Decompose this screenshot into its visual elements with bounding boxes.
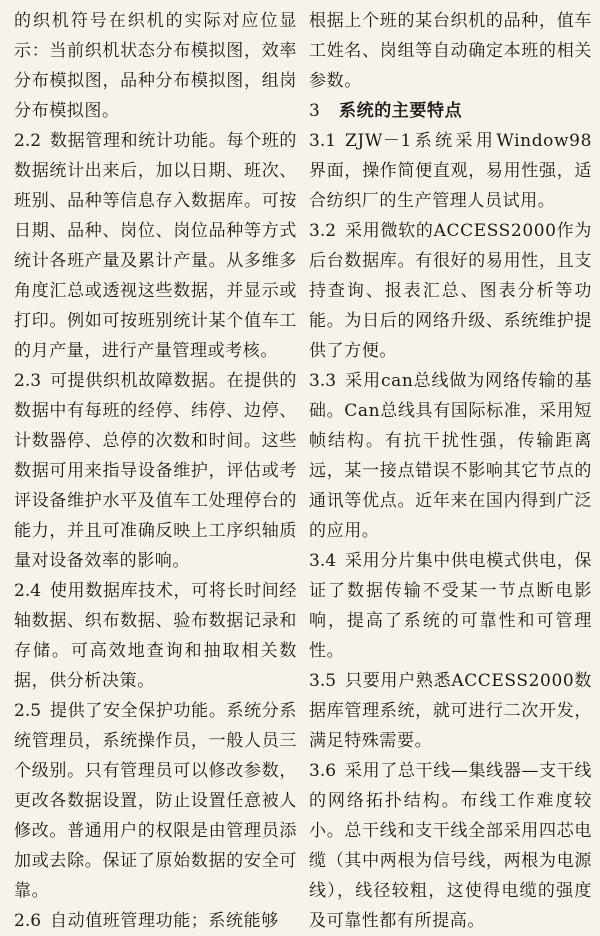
section-2-2 [14,126,297,366]
section-3-heading [309,96,592,126]
paragraph-text: 自动值班管理功能；系统能够 [50,911,279,931]
section-2-5 [14,696,297,906]
paragraph-text: 只要用户熟悉ACCESS2000数据库管理系统，就可进行二次开发，满足特殊需要。 [309,671,592,751]
section-number: 2.4 [14,581,42,601]
paragraph-text: 可提供织机故障数据。在提供的数据中有每班的经停、纬停、边停、计数器停、总停的次数和时间。这些数据可用来指导设备维护，评估或考评设备维护水平及值车工处理停台的能力，并且可准确反映上工序织轴质量对设备效率的影响。 [14,371,297,571]
paragraph-text: 根据上个班的某台织机的品种，值车工姓名、岗组等自动确定本班的相关参数。 [309,11,592,91]
section-number: 3.3 [309,371,337,391]
paragraph-text: 数据管理和统计功能。每个班的数据统计出来后，加以日期、班次、班别、品种等信息存入数据库。可按日期、品种、岗位、岗位品种等方式统计各班产量及累计产量。从多维多角度汇总或透视这些数据，并显示或打印。例如可按班别统计某个值车工的月产量，进行产量管理或考核。 [14,131,297,361]
section-3-3 [309,366,592,546]
paragraph-text: ZJW－1系统采用Window98界面，操作简便直观，易用性强，适合纺织厂的生产管理人员试用。 [309,131,592,211]
paragraph-text: 提供了安全保护功能。系统分系统管理员，系统操作员，一般人员三个级别。只有管理员可以修改参数，更改各数据设置，防止设置任意被人修改。普通用户的权限是由管理员添加或去除。保证了原始数据的安全可靠。 [14,701,297,901]
section-2-6 [14,906,297,936]
section-number: 3.4 [309,551,337,571]
paragraph-text: 采用了总干线—集线器—支干线的网络拓扑结构。布线工作难度较小。总干线和支干线全部采用四芯电缆（其中两根为信号线，两根为电源线），线径较粗，这使得电缆的强度及可靠性都有所提高。 [309,761,592,931]
paragraph-text: 采用分片集中供电模式供电，保证了数据传输不受某一节点断电影响，提高了系统的可靠性和可管理性。 [309,551,592,661]
section-number: 2.3 [14,371,42,391]
paragraph-text: 采用微软的ACCESS2000作为后台数据库。有很好的易用性，且支持查询、报表汇总、图表分析等功能。为日后的网络升级、系统维护提供了方便。 [309,221,592,361]
section-3-2 [309,216,592,366]
section-number: 3.2 [309,221,337,241]
section-number: 3 [309,101,321,121]
paragraph-text: 采用can总线做为网络传输的基础。Can总线具有国际标准，采用短帧结构。有抗干扰性强，传输距离远，某一接点错误不影响其它节点的通讯等优点。近年来在国内得到广泛的应用。 [309,371,592,541]
paragraph-text: 使用数据库技术，可将长时间经轴数据、织布数据、验布数据记录和存储。可高效地查询和抽取相关数据，供分析决策。 [14,581,297,691]
section-number: 2.5 [14,701,42,721]
right-column [309,6,592,931]
section-number: 2.6 [14,911,42,931]
section-3-5 [309,666,592,756]
section-number: 3.5 [309,671,337,691]
paragraph-text: 的织机符号在织机的实际对应位显示：当前织机状态分布模拟图，效率分布模拟图，品种分布模拟图，组岗分布模拟图。 [14,11,297,121]
section-2-3 [14,366,297,576]
continued-paragraph [309,6,592,96]
section-3-1 [309,126,592,216]
section-number: 3.6 [309,761,337,781]
section-3-6 [309,756,592,936]
section-2-4 [14,576,297,696]
section-number: 3.1 [309,131,337,151]
section-3-4 [309,546,592,666]
continued-paragraph [14,6,297,126]
section-number: 2.2 [14,131,42,151]
left-column [14,6,297,931]
section-title: 系统的主要特点 [339,101,463,121]
